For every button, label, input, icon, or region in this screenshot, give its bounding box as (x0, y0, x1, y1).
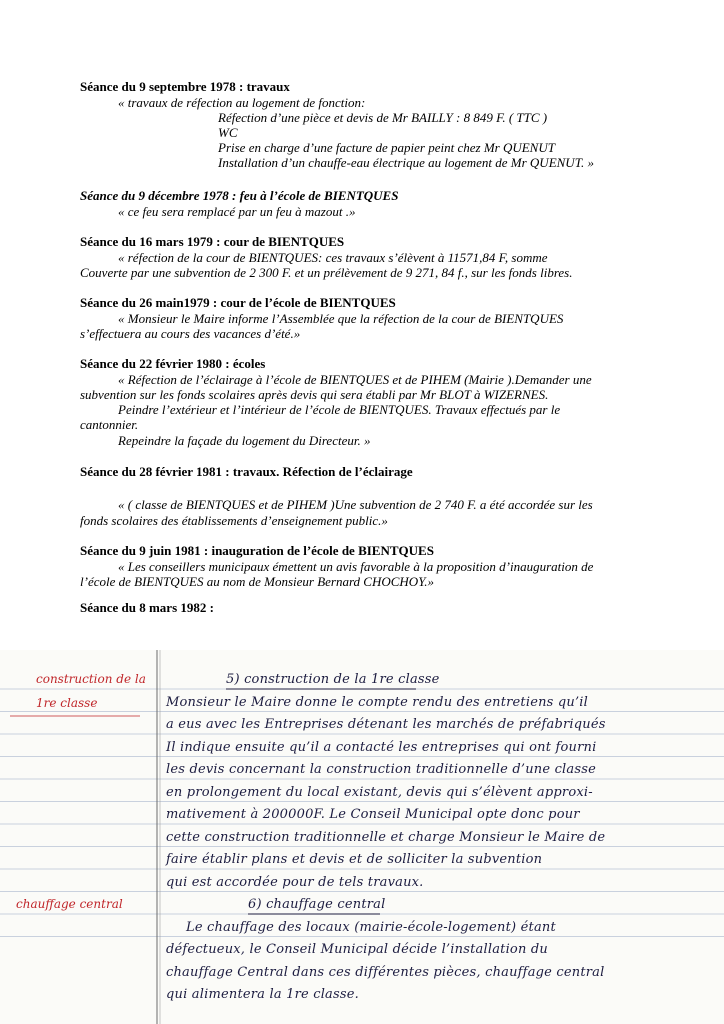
section-heading: Séance du 9 juin 1981 : inauguration de l’école de BIENTQUES (80, 543, 434, 558)
section-heading: Séance du 28 février 1981 : travaux. Réfection de l’éclairage (80, 464, 413, 479)
section-line: Réfection d’une pièce et devis de Mr BAILLY : 8 849 F. ( TTC ) (218, 110, 548, 125)
handwritten-line: 6) chauffage central (248, 897, 386, 912)
handwritten-line: les devis concernant la construction traditionnelle d’une classe (166, 762, 596, 777)
handwritten-line: chauffage Central dans ces différentes pièces, chauffage central (166, 964, 605, 980)
margin-note: 1re classe (36, 696, 98, 710)
section-line: « Les conseillers municipaux émettent un avis favorable à la proposition d’inauguration de (118, 559, 594, 574)
section-line: « Monsieur le Maire informe l’Assemblée que la réfection de la cour de BIENTQUES (118, 311, 564, 326)
handwritten-line: défectueux, le Conseil Municipal décide l’installation du (166, 942, 548, 957)
handwritten-line: qui alimentera la 1re classe. (166, 987, 359, 1002)
section-line: Couverte par une subvention de 2 300 F. et un prélèvement de 9 271, 84 f., sur les fonds libres. (80, 265, 573, 280)
section-heading: Séance du 22 février 1980 : écoles (80, 356, 266, 371)
section-line: Peindre l’extérieur et l’intérieur de l’école de BIENTQUES. Travaux effectués par le (118, 402, 561, 417)
handwritten-line: faire établir plans et devis et de solliciter la subvention (166, 852, 543, 867)
section-line: WC (218, 125, 238, 140)
section-line: « ( classe de BIENTQUES et de PIHEM )Une subvention de 2 740 F. a été accordée sur les (118, 497, 593, 512)
handwritten-line: 5) construction de la 1re classe (226, 672, 440, 687)
handwritten-line: en prolongement du local existant, devis qui s’élèvent approxi- (166, 784, 593, 800)
section-line: Installation d’un chauffe-eau électrique au logement de Mr QUENUT. » (218, 155, 594, 170)
section-line: « ce feu sera remplacé par un feu à mazout .» (118, 204, 356, 219)
section-line: fonds scolaires des établissements d’enseignement public.» (80, 513, 388, 528)
handwritten-line: Le chauffage des locaux (mairie-école-logement) étant (186, 919, 556, 935)
section-line: l’école de BIENTQUES au nom de Monsieur Bernard CHOCHOY.» (80, 574, 434, 589)
handwritten-line: qui est accordée pour de tels travaux. (166, 874, 424, 890)
handwritten-line: Monsieur le Maire donne le compte rendu des entretiens qu’il (166, 694, 589, 710)
section-line: « Réfection de l’éclairage à l’école de BIENTQUES et de PIHEM (Mairie ).Demander une (118, 372, 592, 387)
section-heading: Séance du 8 mars 1982 : (80, 600, 214, 615)
handwritten-register-scan (0, 650, 724, 1024)
section-line: « travaux de réfection au logement de fonction: (118, 95, 366, 110)
margin-note: construction de la (36, 672, 146, 686)
section-line: s’effectuera au cours des vacances d’été.» (80, 326, 301, 341)
section-line: cantonnier. (80, 417, 139, 432)
section-heading: Séance du 9 décembre 1978 : feu à l’école de BIENTQUES (80, 188, 399, 203)
section-heading: Séance du 16 mars 1979 : cour de BIENTQUES (80, 234, 345, 249)
section-line: « réfection de la cour de BIENTQUES: ces travaux s’élèvent à 11571,84 F, somme (118, 250, 548, 265)
handwritten-line: cette construction traditionnelle et charge Monsieur le Maire de (166, 829, 606, 845)
section-heading: Séance du 9 septembre 1978 : travaux (80, 79, 290, 94)
section-line: subvention sur les fonds scolaires après devis qui sera établi par Mr BLOT à WIZERNES. (80, 387, 549, 402)
section-line: Prise en charge d’une facture de papier peint chez Mr QUENUT (218, 140, 555, 155)
margin-note: chauffage central (16, 897, 123, 911)
handwritten-line: mativement à 200000F. Le Conseil Municipal opte donc pour (166, 807, 580, 822)
handwritten-line: Il indique ensuite qu’il a contacté les entreprises qui ont fourni (166, 739, 597, 755)
handwritten-line: a eus avec les Entreprises détenant les marchés de préfabriqués (166, 717, 606, 732)
section-heading: Séance du 26 main1979 : cour de l’école de BIENTQUES (80, 295, 396, 310)
section-line: Repeindre la façade du logement du Directeur. » (118, 433, 371, 448)
